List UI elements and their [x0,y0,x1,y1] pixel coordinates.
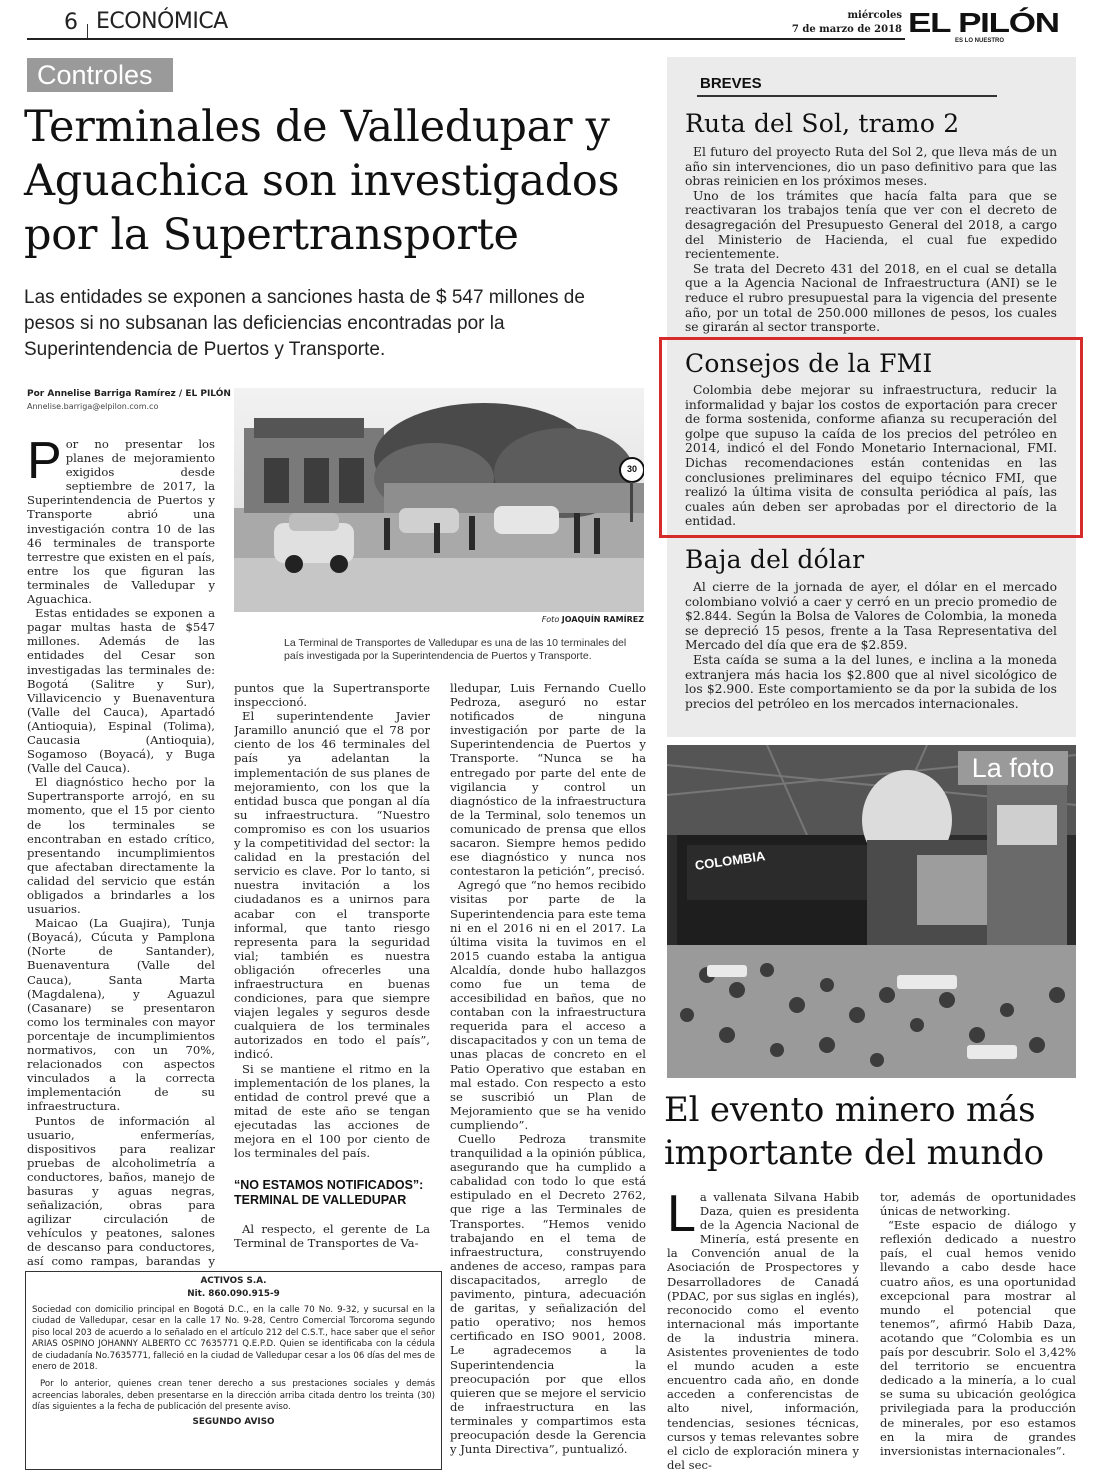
article-column-3 [450,681,646,1471]
breve-body [685,145,1057,335]
notice-body-2: Por lo anterior, quienes crean tener derecho a sus prestaciones sociales y demás acreencias laborales, deben presentarse en la dirección arriba citada dentro los treinta (30) días siguientes a la fecha de publicación del presente aviso. [32,1379,435,1413]
paragraph-text: a vallenata Silvana Habib Daza, quien es presidenta de la Agencia Nacional de Minería, está presente en la Convención anual de la Asociación de Prospectores y Desarrolladores de Canadá (PDAC, por sus siglas en inglés), reconocido como el evento internacional más importante de la industria minera. Asistentes provenientes de todo el mundo acuden a este encuentro cada año, en donde acceden a conferencistas de alto nivel, información, tendencias, sesiones técnicas, cursos y temas relevantes sobre el ciclo de exploración minera y del sec- [667,1190,859,1472]
article-paragraph: lledupar, Luis Fernando Cuello Pedroza, aseguró no estar notificados de ninguna investigación por parte de la Superintendencia de Puertos y Transporte. “Nunca se ha entregado por parte del ente de vigilancia y control un diagnóstico de la infraestructura de la Terminal, solo tenemos un comunicado de prensa que ellos sacaron. Siempre hemos pedido ese diagnóstico y nunca nos contestaron la petición”, precisó. [450,681,646,879]
article-headline: Terminales de Valledupar y Aguachica son investigados por la Supertransporte [24,102,620,260]
terminal-photo-illustration [234,388,644,612]
article-paragraph: El superintendente Javier Jaramillo anunció que el 78 por ciento de los 46 terminales del país ya adelantan la implementación de sus planes de mejoramiento, con los que la entidad busca que pongan al día su infraestructura. “Nuestro compromiso es con los usuarios y la competitividad del sector: la calidad en la prestación del servicio es clave. Por lo tanto, si nuestra invitación a los ciudadanos es a unirnos para acabar con el transporte informal, que tanto riesgo representa para la seguridad vial; también es nuestra obligación ofrecerles una infraestructura en buenas condiciones, para que siempre viajen legales y seguros desde cualquiera de los terminales autorizados en todo el país”, indicó. [234,709,430,1062]
notice-nit: Nit. 860.090.915-9 [187,1289,280,1299]
notice-body: Sociedad con domicilio principal en Bogotá D.C., en la calle 70 No. 9-32, y sucursal en la ciudad de Valledupar, cesar en la calle 17 No. 9-28, Centro Comercial Torcoroma segundo piso local 203 de acuerdo a lo señalado en el artículo 212 del C.S.T., hace saber que el señor ARIAS OSPINO JOHANNY ALBERTO CC 7635771 Q.E.P.D. Quien se identificaba con la cédula de ciudadanía No.7635771, falleció en la ciudad de Valledupar cesar a los 06 días del mes de enero de 2018. [32,1305,435,1373]
lafoto-headline: El evento minero más importante del mundo [664,1090,1044,1173]
photo-credit-name: JOAQUÍN RAMÍREZ [561,615,644,624]
photo-caption: La Terminal de Transportes de Valledupar es una de las 10 terminales del país investigada por la Superintendencia de Puertos y Transporte. [284,637,627,662]
article-paragraph: Puntos de información al usuario, enfermerías, dispositivos para realizar pruebas de alcoholimetría a conductores, baños, manejo de basuras y aguas negras, señalización, obras para agilizar circulación de vehículos y peatones, salones de descanso para conductores, así como rampas, barandas y [27,1113,215,1268]
notice-footer: SEGUNDO AVISO [192,1416,275,1427]
header-date: 7 de marzo de 2018 [791,24,902,35]
booth-sign-text: COLOMBIA [693,848,767,873]
lafoto-paragraph: “Este espacio de diálogo y reflexión dedicado a nuestro país, el cual hemos venido llevando a cabo desde hace cuatro años, es una oportunidad excepcional para mostrar al mundo el potencial que tenemos”, afirmó Habib Daza, acotando que “Colombia es un país por descubrir. Solo el 3,42% del territorio se encuentra dedicado a la minería, a lo cual se suma su ubicación geológica privilegiada para la producción de minerales, por eso estamos en la mira de grandes inversionistas internacionales”. [880,1218,1076,1458]
breve-paragraph: Colombia debe mejorar su infraestructura, reducir la informalidad y bajar los costos de exportación para crecer de forma sostenida, conforme afianza su recuperación del golpe que supuso la caída de los precios del petróleo en 2014, indicó el del Fondo Monetario Internacional, FMI. Dichas recomendaciones están contenidas en las conclusiones preliminares del equipo técnico FMI, que realizó la última visita de consulta periódica al país, las cuales aún deben ser aprobadas por el directorio de la entidad. [685,383,1057,529]
breve-title: Ruta del Sol, tramo 2 [685,109,960,138]
newspaper-logo: EL PILÓN [908,7,1059,38]
breve-paragraph: Uno de los trámites que hacía falta para que se reactivaran los trabajos tenía que ver con el decreto de desagregación del Presupuesto General del 2018, a cargo del Ministerio de Hacienda, el cual fue expedido recientemente. [685,188,1057,262]
lafoto-label: La foto [958,751,1068,785]
header-rule [27,38,905,40]
paragraph-text: or no presentar los planes de mejoramiento exigidos desde septiembre de 2017, la Superintendencia de Puertos y Transporte abrió una investigación contra 10 de las 46 terminales de transporte terrestre que existen en el país, entre los que figuran las terminales de Valledupar y Aguachica. [27,437,215,607]
newspaper-slogan: ES LO NUESTRO [955,38,1005,44]
breve-title: Consejos de la FMI [685,349,933,378]
breves-label: BREVES [700,75,762,92]
header-divider-tick [87,24,88,38]
article-paragraph: Estas entidades se exponen a pagar multas hasta de $547 millones. Además de las entidades del Cesar son investigadas las terminales de: Bogotá (Salitre y Sur), Villavicencio y Buenaventura (Valle del Cauca), Apartadó (Antioquia), Espinal (Tolima), Caucasia (Antioquia), Sogamoso (Boyacá), y Buga (Valle del Cauca). [27,606,215,776]
article-paragraph: Cuello Pedroza transmite tranquilidad a la opinión pública, asegurando que ha cumplido a cabalidad con todo lo que está estipulado en el Decreto 2762, que rige a las Terminales de Transportes. “Hemos venido trabajando en el tema de infraestructura, construyendo andenes de acceso, rampas para discapacitados, arreglo de pavimento, pintura, adecuación de garitas, y señalización del patio operativo; nos hemos certificado en ISO 9001, 2008. Le agradecemos a la Superintendencia la preocupación por que ellos quieren que se mejore el servicio de infraestructura en las terminales y compartimos esta preocupación desde la Gerencia y Junta Directiva”, puntualizó. [450,1132,646,1457]
breve-paragraph: Esta caída se suma a la del lunes, e inclina a la moneda extranjera más hacia los $2.800 que al nivel sicológico de los $2.900. Este comportamiento se da por la subida de los precios del petróleo en los mercados internacionales. [685,652,1057,711]
notice-company: ACTIVOS S.A. [200,1276,267,1286]
drop-cap: P [27,437,62,490]
breves-rule [697,95,997,97]
breve-body [685,580,1057,711]
article-paragraph [27,437,215,606]
breve-title: Baja del dólar [685,545,865,574]
breve-paragraph: El futuro del proyecto Ruta del Sol 2, que lleva más de un año sin intervenciones, dio un paso definitivo para que las obras reinicien en los próximos meses. [685,145,1057,189]
author-email: Annelise.barriga@elpilon.com.co [27,402,159,411]
article-byline: Por Annelise Barriga Ramírez / EL PILÓN [27,389,231,399]
article-column-1 [27,437,215,1268]
breve-paragraph: Se trata del Decreto 431 del 2018, en el cual se detalla que a la Agencia Nacional de Infraestructura (ANI) se le reduce el rubro presupuestal para la vigencia del presente año, por un total de 250.000 millones de pesos, los cuales se girarán al sector transporte. [685,261,1057,335]
article-paragraph: Si se mantiene el ritmo en la implementación de los planes, la entidad de control prevé que a mitad de este año se tengan ejecutadas las acciones de mejora en el 100 por ciento de los terminales del país. [234,1061,430,1161]
article-subhead: Las entidades se exponen a sanciones hasta de $ 547 millones de pesos si no subsanan las deficiencias encontradas por la Superintendencia de Puertos y Transporte. [24,287,585,360]
article-paragraph: El diagnóstico hecho por la Supertransporte arrojó, en su momento, que el 15 por ciento de los terminales se encontraban en estado crítico, presentando incumplimientos que afectaban directamente la calidad del servicio que están obligados a brindarles a los usuarios. [27,775,215,917]
article-paragraph: Al respecto, el gerente de La Terminal de Transportes de Va- [234,1222,430,1251]
article-section-subhead: “NO ESTAMOS NOTIFICADOS”: TERMINAL DE VALLEDUPAR [234,1178,424,1208]
lafoto-paragraph [667,1190,859,1472]
page-header [0,0,1099,46]
highlight-box [659,337,1083,538]
article-column-2 [234,681,430,1268]
terminal-photo [234,388,644,612]
header-day: miércoles [847,10,902,21]
mining-event-illustration [667,745,1076,1078]
article-kicker: Controles [27,58,173,92]
speed-sign-number: 30 [626,464,637,474]
lafoto-column-2 [880,1190,1076,1472]
photo-credit [480,615,644,624]
legal-notice-box [25,1271,442,1470]
breve-paragraph: Al cierre de la jornada de ayer, el dólar en el mercado colombiano volvió a caer y cerró en un precio promedio de $2.844. Según la Bolsa de Valores de Colombia, la moneda se depreció 15 pesos, frente a la Tasa Representativa del Mercado del día que era de $2.859. [685,580,1057,653]
drop-cap: L [667,1190,696,1243]
section-name: ECONÓMICA [96,9,228,34]
mining-event-photo [667,745,1076,1078]
lafoto-column-1 [667,1190,859,1472]
lafoto-paragraph: tor, además de oportunidades únicas de networking. [880,1190,1076,1219]
article-paragraph: puntos que la Supertransporte inspeccionó. [234,681,430,710]
page-number: 6 [64,10,78,35]
photo-credit-prefix: Foto [541,615,560,624]
article-paragraph: Maicao (La Guajira), Tunja (Boyacá), Cúcuta y Pamplona (Norte de Santander), Buenaventura (Valle del Cauca), Santa Marta (Magdalena), y Aguazul (Casanare) se presentaron como los terminales con mayor porcentaje de incumplimientos normativos, con un 70%, relacionados con aspectos vinculados a la correcta implementación de su infraestructura. [27,916,215,1114]
article-paragraph: Agregó que “no hemos recibido visitas por parte de la Superintendencia para este tema ni en el 2016 ni en el 2017. La última visita la tuvimos en el 2015 cuando estaba la antigua Alcaldía, donde hubo hallazgos como fue un tema de accesibilidad en baños, que no contaban con la infraestructura requerida para el acceso a discapacitados y con un tema de unas placas de concreto en el Patio Operativo que estaban en mal estado. Con respecto a esto se suscribió un Plan de Mejoramiento que se ha venido cumpliendo”. [450,878,646,1132]
